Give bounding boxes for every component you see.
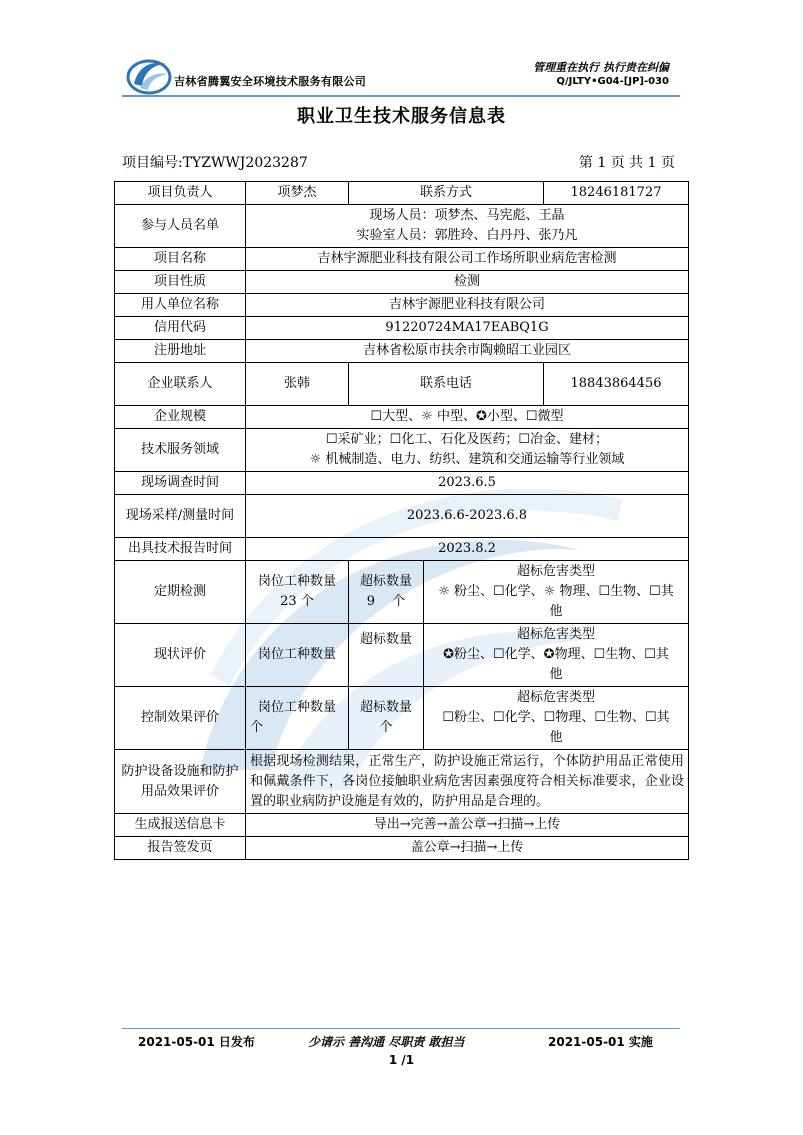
label: 技术服务领域: [115, 429, 246, 472]
hazard-title: 超标危害类型: [517, 690, 596, 705]
value: 张韩: [246, 363, 349, 406]
label: 企业联系人: [115, 363, 246, 406]
label: 防护设备设施和防护用品效果评价: [115, 750, 246, 814]
row-field: [115, 429, 689, 472]
value: ☐大型、☼ 中型、✪小型、☐微型: [246, 406, 689, 429]
label: 生成报送信息卡: [115, 814, 246, 837]
value: 吉林宇源肥业科技有限公司工作场所职业病危害检测: [246, 248, 689, 271]
value: 导出→完善→盖公章→扫描→上传: [246, 814, 689, 837]
label: 用人单位名称: [115, 294, 246, 317]
label: 项目性质: [115, 271, 246, 294]
value: 检测: [246, 271, 689, 294]
hazard-cell: [424, 624, 689, 687]
exceed-cell: [349, 624, 424, 687]
row-card: [115, 814, 689, 837]
exceed-label: 超标数量: [359, 632, 412, 647]
posts-cell: [246, 561, 349, 624]
company-logo: [126, 50, 172, 96]
exceed-cell: [349, 687, 424, 750]
label: 出具技术报告时间: [115, 538, 246, 561]
hazard-title: 超标危害类型: [517, 627, 596, 642]
value: 项梦杰: [246, 182, 349, 205]
label: 现场采样/测量时间: [115, 495, 246, 538]
label: 信用代码: [115, 317, 246, 340]
label: 控制效果评价: [115, 687, 246, 750]
label: 联系方式: [349, 182, 544, 205]
row-credit: [115, 317, 689, 340]
value: 根据现场检测结果，正常生产，防护设施正常运行，个体防护用品正常使用和佩戴条件下，各岗位接触职业病危害因素强度符合相关标准要求，企业设置的职业病防护设施是有效的，防护用品是合理的。: [246, 750, 689, 814]
posts-label: 岗位工种数量: [257, 574, 336, 589]
exceed-label: 超标数量: [359, 574, 412, 589]
row-protection: [115, 750, 689, 814]
header-divider: [122, 95, 680, 97]
row-leader: [115, 182, 689, 205]
value: 2023.6.5: [246, 472, 689, 495]
hazard-line-2: 他: [549, 667, 563, 682]
field-line-2: ☼ 机械制造、电力、纺织、建筑和交通运输等行业领域: [309, 452, 625, 467]
hazard-line-1: ☐粉尘、☐化学、☐物理、☐生物、☐其: [442, 710, 670, 725]
row-staff: [115, 205, 689, 248]
row-address: [115, 340, 689, 363]
company-name: 吉林省腾翼安全环境技术服务有限公司: [174, 75, 367, 88]
row-survey-time: [115, 472, 689, 495]
hazard-title: 超标危害类型: [517, 564, 596, 579]
page-title: 职业卫生技术服务信息表: [297, 106, 506, 127]
label: 联系电话: [349, 363, 544, 406]
footer-divider: [122, 1028, 680, 1029]
row-employer: [115, 294, 689, 317]
posts-value: 23 个: [280, 594, 314, 609]
project-number: 项目编号:TYZWWJ2023287: [122, 155, 308, 171]
value: 吉林宇源肥业科技有限公司: [246, 294, 689, 317]
row-name: [115, 248, 689, 271]
exceed-value: 个: [379, 720, 393, 735]
row-nature: [115, 271, 689, 294]
value: [246, 205, 689, 248]
label: 企业规模: [115, 406, 246, 429]
value: 2023.8.2: [246, 538, 689, 561]
page-number: 1 /1: [388, 1053, 415, 1067]
document-code: Q/JLTY•G04-[JP]-030: [556, 76, 669, 87]
label: 注册地址: [115, 340, 246, 363]
exceed-label: 超标数量: [359, 700, 412, 715]
value: 91220724MA17EABQ1G: [246, 317, 689, 340]
hazard-cell: [424, 561, 689, 624]
value: 18843864456: [544, 363, 689, 406]
label: 报告签发页: [115, 837, 246, 860]
row-sampling-time: [115, 495, 689, 538]
row-scale: [115, 406, 689, 429]
value: 盖公章→扫描→上传: [246, 837, 689, 860]
row-status: [115, 624, 689, 687]
exceed-cell: [349, 561, 424, 624]
row-contact: [115, 363, 689, 406]
row-sign: [115, 837, 689, 860]
exceed-value: 9 个: [366, 594, 406, 609]
row-periodic: [115, 561, 689, 624]
posts-cell: [246, 687, 349, 750]
row-control: [115, 687, 689, 750]
info-table: [114, 181, 689, 860]
field-line-1: ☐采矿业；☐化工、石化及医药；☐冶金、建材；: [326, 432, 608, 447]
label: 现状评价: [115, 624, 246, 687]
hazard-line-1: ✪粉尘、☐化学、✪物理、☐生物、☐其: [443, 647, 669, 662]
hazard-line-2: 他: [549, 604, 563, 619]
posts-label: 岗位工种数量: [257, 700, 336, 715]
label: 定期检测: [115, 561, 246, 624]
hazard-cell: [424, 687, 689, 750]
footer-slogan: 少请示 善沟通 尽职责 敢担当: [308, 1035, 465, 1049]
label: 项目负责人: [115, 182, 246, 205]
staff-line-1: 现场人员：项梦杰、马宪彪、王晶: [369, 208, 565, 223]
value: 吉林省松原市扶余市陶赖昭工业园区: [246, 340, 689, 363]
issue-date: 2021-05-01 日发布: [138, 1035, 255, 1049]
company-motto: 管理重在执行 执行贵在纠偏: [533, 61, 669, 74]
hazard-line-1: ☼ 粉尘、☐化学、☼ 物理、☐生物、☐其: [438, 584, 674, 599]
staff-line-2: 实验室人员：郭胜玲、白丹丹、张乃凡: [356, 228, 578, 243]
hazard-line-2: 他: [549, 730, 563, 745]
label: 项目名称: [115, 248, 246, 271]
page-info: 第 1 页 共 1 页: [578, 155, 675, 171]
posts-value: 个: [250, 720, 264, 735]
value: 18246181727: [544, 182, 689, 205]
row-report-time: [115, 538, 689, 561]
implement-date: 2021-05-01 实施: [548, 1035, 653, 1049]
value: [246, 429, 689, 472]
value: 2023.6.6-2023.6.8: [246, 495, 689, 538]
posts-label: 岗位工种数量: [246, 624, 349, 687]
label: 参与人员名单: [115, 205, 246, 248]
label: 现场调查时间: [115, 472, 246, 495]
